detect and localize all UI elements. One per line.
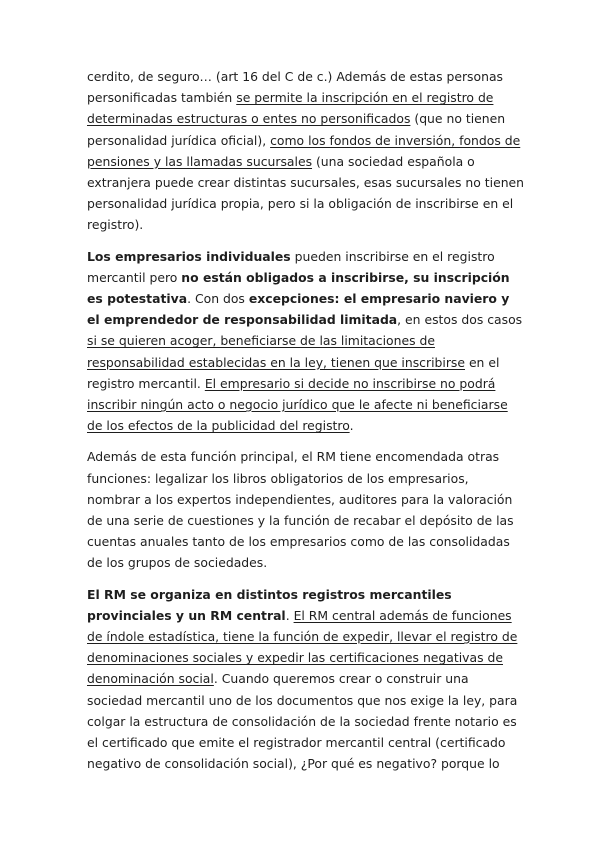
text-line (87, 732, 527, 753)
text-run: nombrar a los expertos independientes, auditores para la valoración (87, 491, 513, 507)
text-run: colgar la estructura de consolidación de la sociedad frente notario es (87, 713, 517, 729)
text-run: registro). (87, 217, 144, 233)
text-run: de una serie de cuestiones y la función de recabar el depósito de las (87, 513, 514, 529)
text-line (87, 151, 527, 172)
text-run: el certificado que emite el registrador mercantil central (certificado (87, 735, 506, 751)
underlined-text: denominación social (87, 671, 214, 687)
text-run: personificadas también (87, 90, 237, 106)
text-line (87, 626, 527, 647)
text-line (87, 267, 527, 288)
text-line (87, 193, 527, 214)
underlined-text: si se quieren acoger, beneficiarse de las limitaciones de (87, 333, 435, 349)
text-line (87, 531, 527, 552)
text-run: Además de esta función principal, el RM tiene encomendada otras (87, 449, 500, 465)
bold-text: provinciales y un RM central (87, 607, 286, 623)
bold-text: Los empresarios individuales (87, 248, 291, 264)
bold-text: El RM se organiza en distintos registros mercantiles (87, 586, 452, 602)
bold-text: no están obligados a inscribirse, su inscripción (181, 269, 510, 285)
text-line (87, 330, 527, 351)
text-line (87, 711, 527, 732)
text-line (87, 309, 527, 330)
text-run: personalidad jurídica oficial), (87, 132, 271, 148)
text-run: extranjera puede crear distintas sucursales, esas sucursales no tienen (87, 175, 525, 191)
underlined-text: El RM central además de funciones (293, 607, 512, 623)
text-run: pueden inscribirse en el registro (290, 248, 495, 264)
text-line (87, 130, 527, 151)
underlined-text: determinadas estructuras o entes no personificados (87, 111, 411, 127)
text-line (87, 394, 527, 415)
paragraph (87, 584, 527, 775)
text-line (87, 108, 527, 129)
text-line (87, 373, 527, 394)
text-line (87, 446, 527, 467)
bold-text: el emprendedor de responsabilidad limitada (87, 312, 398, 328)
text-run: (que no tienen (410, 111, 506, 127)
underlined-text: responsabilidad establecidas en la ley, tienen que inscribirse (87, 354, 465, 370)
paragraph (87, 446, 527, 573)
underlined-text: de índole estadística, tiene la función de expedir, llevar el registro de (87, 629, 518, 645)
text-run: funciones: legalizar los libros obligatorios de los empresarios, (87, 470, 469, 486)
text-line (87, 647, 527, 668)
text-run: cuentas anuales tanto de los empresarios como de las consolidadas (87, 534, 510, 550)
text-line (87, 172, 527, 193)
text-line (87, 668, 527, 689)
text-run: negativo de consolidación social), ¿Por qué es negativo? porque lo (87, 756, 500, 772)
document-body (87, 66, 527, 785)
bold-text: excepciones: el empresario naviero y (248, 291, 510, 307)
paragraph (87, 66, 527, 236)
text-run: en el (465, 354, 500, 370)
text-line (87, 510, 527, 531)
text-run: . Con dos (187, 291, 249, 307)
text-run: registro mercantil. (87, 375, 205, 391)
text-line (87, 87, 527, 108)
text-run: personalidad jurídica propia, pero si la obligación de inscribirse en el (87, 196, 514, 212)
text-line (87, 489, 527, 510)
text-line (87, 468, 527, 489)
text-run: (una sociedad española o (312, 153, 475, 169)
text-line (87, 214, 527, 235)
text-run: , en estos dos casos (397, 312, 523, 328)
text-line (87, 352, 527, 373)
text-run: cerdito, de seguro… (art 16 del C de c.) Además de estas personas (87, 69, 503, 84)
underlined-text: pensiones y las llamadas sucursales (87, 153, 313, 169)
paragraph (87, 246, 527, 437)
bold-text: es potestativa (87, 291, 188, 307)
text-line (87, 690, 527, 711)
text-line (87, 753, 527, 774)
underlined-text: inscribir ningún acto o negocio jurídico que le afecte ni beneficiarse (87, 397, 508, 413)
underlined-text: denominaciones sociales y expedir las certificaciones negativas de (87, 650, 503, 666)
text-line (87, 246, 527, 267)
text-line (87, 605, 527, 626)
text-run: sociedad mercantil uno de los documentos que nos exige la ley, para (87, 692, 518, 708)
underlined-text: El empresario si decide no inscribirse no podrá (204, 375, 496, 391)
underlined-text: de los efectos de la publicidad del registro (87, 418, 350, 434)
text-line (87, 415, 527, 436)
text-run: mercantil pero (87, 269, 182, 285)
text-line (87, 584, 527, 605)
text-line (87, 552, 527, 573)
text-line (87, 288, 527, 309)
text-run: de los grupos de sociedades. (87, 555, 268, 571)
text-line (87, 66, 527, 87)
underlined-text: se permite la inscripción en el registro de (236, 90, 494, 106)
text-run: . Cuando queremos crear o construir una (213, 671, 469, 687)
text-run: . (285, 607, 294, 623)
text-run: . (349, 418, 354, 434)
underlined-text: como los fondos de inversión, fondos de (270, 132, 521, 148)
